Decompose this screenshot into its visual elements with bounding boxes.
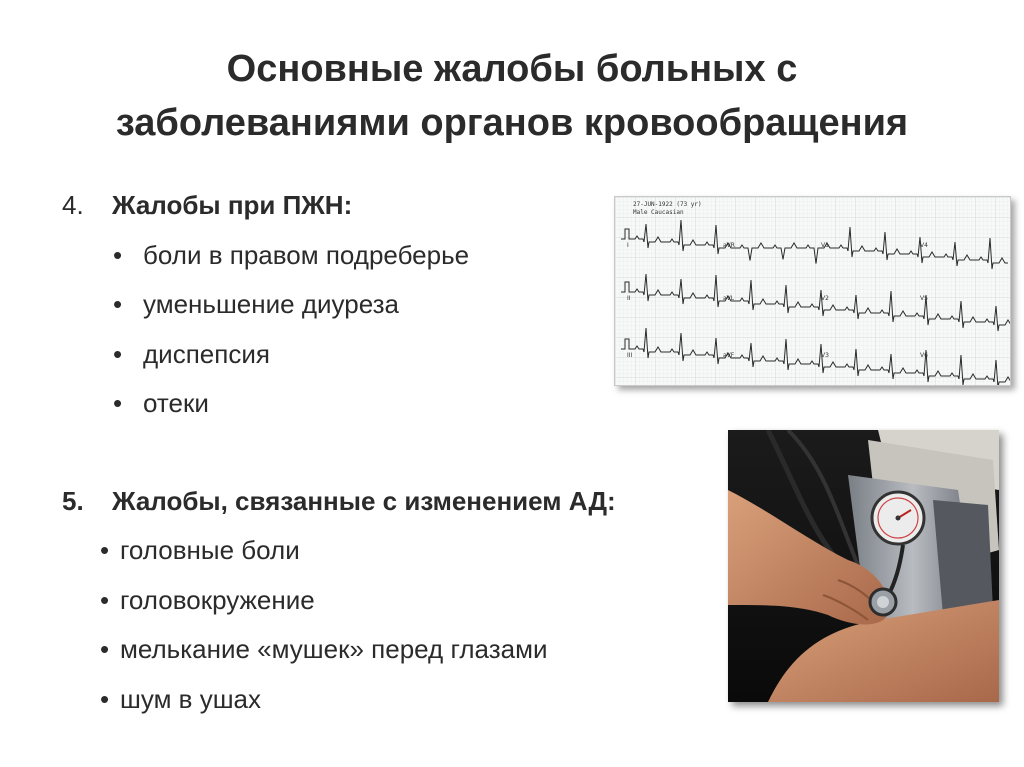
bullet-icon: • <box>113 289 123 319</box>
bullet-icon: • <box>113 339 123 369</box>
section-5-heading <box>62 486 616 517</box>
ecg-lead-label: aVF <box>723 352 735 359</box>
list-item-text: шум в ушах <box>120 684 262 714</box>
bullet-icon: • <box>113 388 123 418</box>
ecg-header-line-1: 27-JUN-1922 (73 yr) <box>633 201 702 208</box>
ecg-graphic <box>615 197 1010 385</box>
list-item <box>100 585 315 616</box>
list-item-text: головные боли <box>120 535 300 565</box>
title-line-2: заболеваниями органов кровообращения <box>115 102 909 144</box>
ecg-image <box>614 196 1011 386</box>
list-item-text: диспепсия <box>143 339 270 369</box>
bullet-icon: • <box>100 585 110 615</box>
ecg-lead-label: III <box>627 352 633 359</box>
ecg-grid <box>615 197 1010 385</box>
bullet-icon: • <box>100 634 110 664</box>
list-item <box>113 339 270 370</box>
ecg-lead-label: V5 <box>920 295 928 302</box>
list-item <box>100 535 300 566</box>
section-4-title: Жалобы при ПЖН: <box>112 190 353 220</box>
ecg-header-line-2: Male Caucasian <box>633 209 684 216</box>
list-item-text: боли в правом подреберье <box>143 240 470 270</box>
list-item-text: мелькание «мушек» перед глазами <box>120 634 548 664</box>
list-item-text: головокружение <box>120 585 315 615</box>
bullet-icon: • <box>100 684 110 714</box>
bullet-icon: • <box>113 240 123 270</box>
list-item-text: уменьшение диуреза <box>143 289 399 319</box>
title-line-1: Основные жалобы больных с <box>226 48 798 90</box>
ecg-lead-label: V6 <box>920 352 928 359</box>
ecg-lead-label: II <box>627 295 631 302</box>
ecg-lead-label: aVL <box>723 295 735 302</box>
list-item-text: отеки <box>143 388 209 418</box>
slide-title <box>0 42 1024 150</box>
blood-pressure-photo <box>728 430 999 702</box>
ecg-lead-label: V2 <box>821 295 829 302</box>
list-item <box>113 388 209 419</box>
section-4-heading <box>62 190 352 221</box>
list-item <box>113 289 399 320</box>
list-item <box>113 240 469 271</box>
ecg-lead-label: V3 <box>821 352 829 359</box>
section-5-title: Жалобы, связанные с изменением АД: <box>112 486 616 516</box>
list-item <box>100 634 547 665</box>
ecg-lead-label: aVR <box>723 242 735 249</box>
list-item <box>100 684 261 715</box>
section-5-number: 5. <box>62 486 84 516</box>
ecg-lead-label: V1 <box>821 242 829 249</box>
ecg-lead-label: I <box>627 242 629 249</box>
section-4-number: 4. <box>62 190 84 220</box>
blood-pressure-illustration <box>728 430 999 702</box>
bullet-icon: • <box>100 535 110 565</box>
ecg-lead-label: V4 <box>920 242 928 249</box>
